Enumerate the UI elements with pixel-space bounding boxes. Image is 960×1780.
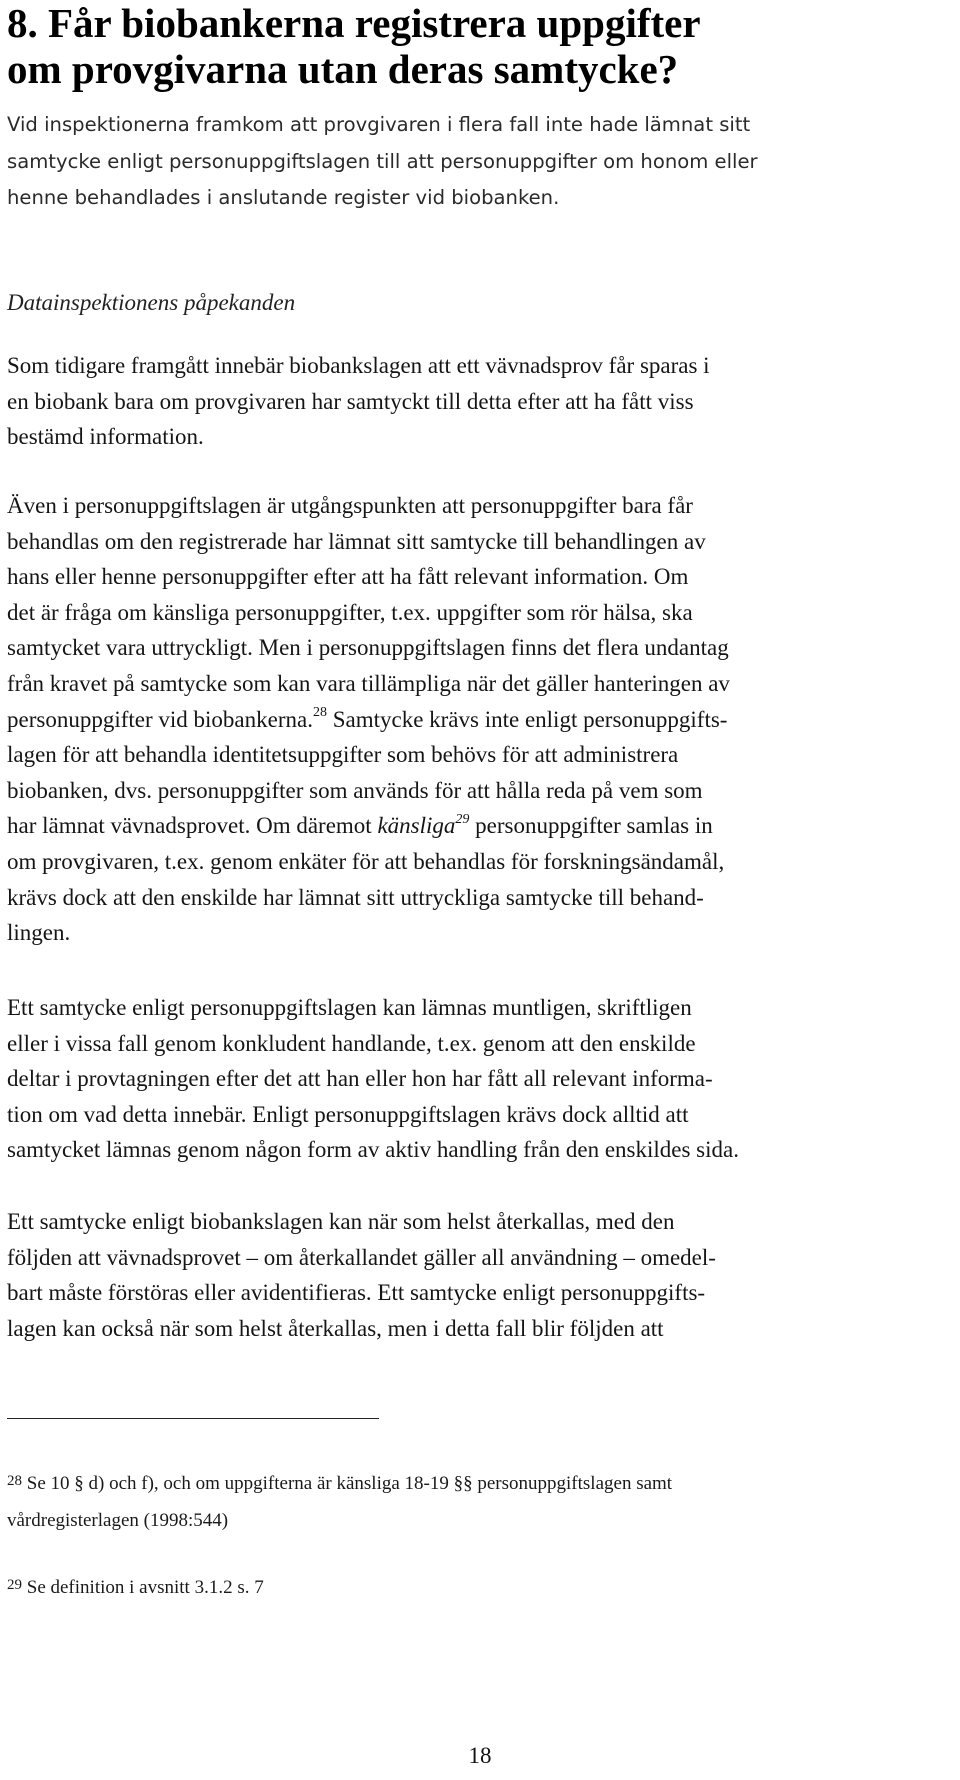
intro-line: samtycke enligt personuppgiftslagen till att personuppgifter om honom eller (7, 149, 758, 173)
footnote-number: 28 (7, 1473, 22, 1489)
emphasized-term: känsliga (377, 813, 456, 839)
paragraph-line: det är fråga om känsliga personuppgifter, t.ex. uppgifter som rör hälsa, ska (7, 599, 693, 625)
section-heading (7, 0, 947, 92)
footnote-ref-28[interactable]: 28 (312, 704, 327, 720)
paragraph-line: Ett samtycke enligt biobankslagen kan när som helst återkallas, med den (7, 1209, 675, 1234)
section-heading-line-1: 8. Får biobankerna registrera uppgifter (7, 0, 701, 46)
intro-paragraph (7, 107, 959, 217)
paragraph-line: lingen. (7, 920, 71, 946)
footnote-line: vårdregisterlagen (1998:544) (7, 1510, 229, 1531)
paragraph-1 (7, 348, 959, 455)
paragraph-3 (7, 990, 959, 1168)
paragraph-line: Som tidigare framgått innebär biobankslagen att ett vävnadsprov får sparas i (7, 353, 710, 378)
paragraph-line: bart måste förstöras eller avidentifieras. Ett samtycke enligt personuppgifts- (7, 1280, 706, 1306)
footnote-text: Se definition i avsnitt 3.1.2 s. 7 (22, 1577, 264, 1598)
paragraph-text: personuppgifter vid biobankerna. (7, 706, 313, 732)
footnote-ref-29[interactable]: 29 (455, 811, 470, 827)
page-number: 18 (468, 1743, 492, 1768)
paragraph-line: om provgivaren, t.ex. genom enkäter för att behandlas för forskningsändamål, (7, 848, 725, 874)
paragraph-2 (7, 488, 959, 951)
footnote-29 (7, 1570, 947, 1607)
paragraph-line: en biobank bara om provgivaren har samtyckt till detta efter att ha fått viss (7, 388, 694, 414)
paragraph-line: samtycket vara uttryckligt. Men i personuppgiftslagen finns det flera undantag (7, 635, 729, 661)
paragraph-line: lagen för att behandla identitetsuppgifter som behövs för att administrera (7, 742, 679, 768)
paragraph-line: Ett samtycke enligt personuppgiftslagen kan lämnas muntligen, skriftligen (7, 995, 692, 1020)
paragraph-line: samtycket lämnas genom någon form av aktiv handling från den enskildes sida. (7, 1137, 739, 1163)
footnote-28 (7, 1466, 947, 1539)
paragraph-line: tion om vad detta innebär. Enligt personuppgiftslagen krävs dock alltid att (7, 1101, 689, 1127)
intro-line: henne behandlades i anslutande register vid biobanken. (7, 186, 560, 209)
subheading: Datainspektionens påpekanden (7, 290, 296, 315)
footnote-text: Se 10 § d) och f), och om uppgifterna är känsliga 18-19 §§ personuppgiftslagen samt (22, 1473, 673, 1494)
footnote-line (7, 1570, 947, 1607)
paragraph-line: eller i vissa fall genom konkludent handlande, t.ex. genom att den enskilde (7, 1030, 696, 1056)
paragraph-line (7, 702, 959, 738)
paragraph-line: hans eller henne personuppgifter efter att ha fått relevant information. Om (7, 564, 689, 590)
paragraph-text: personuppgifter samlas in (469, 813, 713, 839)
paragraph-line: biobanken, dvs. personuppgifter som används för att hålla reda på vem som (7, 777, 703, 803)
paragraph-text: har lämnat vävnadsprovet. Om däremot (7, 813, 378, 839)
paragraph-line: behandlas om den registrerade har lämnat sitt samtycke till behandlingen av (7, 528, 706, 554)
intro-line: Vid inspektionerna framkom att provgivaren i flera fall inte hade lämnat sitt (7, 113, 751, 136)
footnote-separator (7, 1418, 379, 1419)
footnote-line (7, 1466, 947, 1503)
paragraph-line: lagen kan också när som helst återkallas, men i detta fall blir följden att (7, 1315, 664, 1341)
paragraph-line: Även i personuppgiftslagen är utgångspunkten att personuppgifter bara får (7, 493, 693, 518)
paragraph-line: från kravet på samtycke som kan vara tillämpliga när det gäller hanteringen av (7, 670, 730, 696)
paragraph-4 (7, 1204, 959, 1346)
paragraph-line: deltar i provtagningen efter det att han eller hon har fått all relevant informa- (7, 1066, 713, 1092)
section-heading-line-2: om provgivarna utan deras samtycke? (7, 46, 679, 92)
footnote-number: 29 (7, 1577, 22, 1593)
paragraph-line: bestämd information. (7, 424, 204, 450)
paragraph-line: följden att vävnadsprovet – om återkallandet gäller all användning – omedel- (7, 1244, 716, 1270)
paragraph-line: krävs dock att den enskilde har lämnat sitt uttryckliga samtycke till behand- (7, 884, 704, 910)
paragraph-line (7, 808, 959, 844)
paragraph-text: Samtycke krävs inte enligt personuppgifts- (326, 706, 728, 732)
